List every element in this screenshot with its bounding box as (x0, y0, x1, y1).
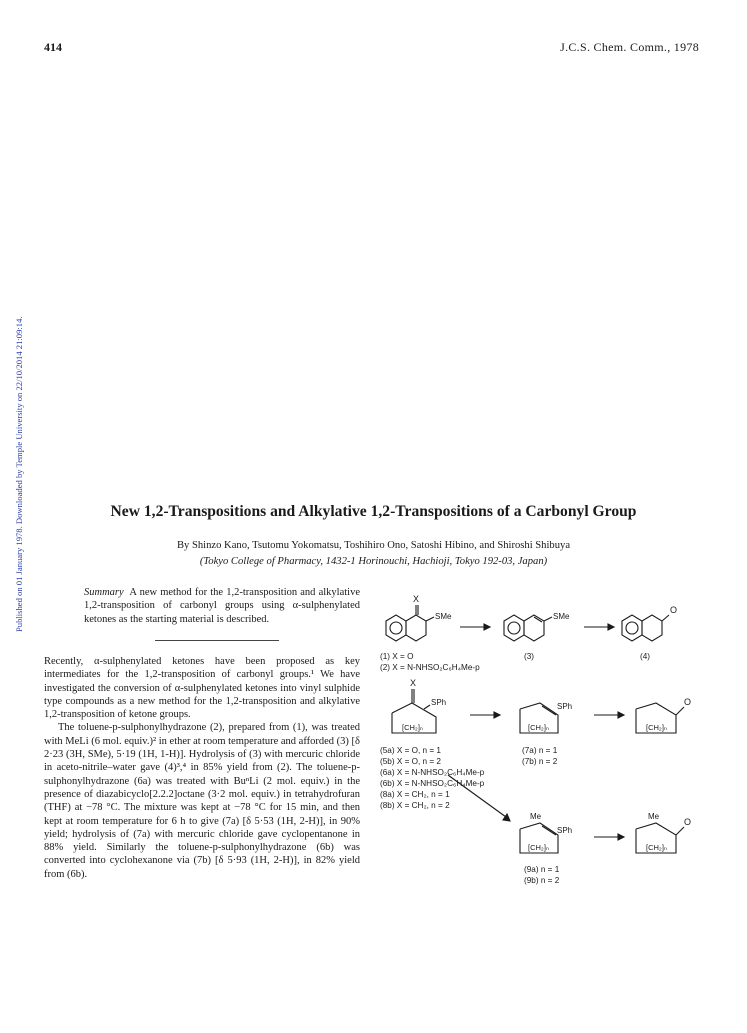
summary-block (84, 586, 360, 626)
atom-sph-5: SPh (431, 698, 447, 707)
atom-me-ketone: Me (648, 812, 660, 821)
arrow-7-ketone (594, 712, 624, 718)
download-notice-text: Published on 01 January 1978. Downloaded by Temple University on 22/10/2014 21:09:14. (14, 316, 24, 632)
atom-x-5: X (410, 678, 417, 688)
atom-o-4: O (670, 605, 678, 615)
atom-sme-1: SMe (435, 612, 452, 621)
article-body (44, 655, 360, 881)
label-6b: (6b) X = N-NHSO₂C₆H₄Me-p (380, 779, 485, 788)
article-title: New 1,2-Transpositions and Alkylative 1,2-Transpositions of a Carbonyl Group (110, 503, 637, 520)
atom-x: X (413, 594, 420, 604)
atom-sph-9: SPh (557, 826, 573, 835)
arrow-3-4 (584, 624, 614, 630)
atom-ch2n-5: [CH₂]ₙ (402, 723, 423, 732)
summary-heading: Summary (84, 587, 124, 598)
label-2: (2) X = N-NHSO₂C₆H₄Me-p (380, 663, 480, 672)
label-5b: (5b) X = O, n = 2 (380, 757, 441, 766)
author-list: By Shinzo Kano, Tsutomu Yokomatsu, Toshihiro Ono, Satoshi Hibino, and Shiroshi Shibuya (176, 540, 571, 551)
structure-1-2 (386, 605, 434, 641)
label-8a: (8a) X = CH₂, n = 1 (380, 790, 450, 799)
atom-sme-3: SMe (553, 612, 570, 621)
label-9a: (9a) n = 1 (524, 865, 560, 874)
journal-header: J.C.S. Chem. Comm., 1978 (560, 40, 699, 54)
download-notice (14, 212, 28, 632)
arrow-9-ketone (594, 834, 624, 840)
reaction-scheme (372, 585, 712, 885)
label-1: (1) X = O (380, 652, 414, 661)
atom-sph-7: SPh (557, 702, 573, 711)
affiliation: (Tokyo College of Pharmacy, 1432-1 Horinouchi, Hachioji, Tokyo 192-03, Japan) (199, 556, 548, 567)
atom-o-ketone: O (684, 697, 692, 707)
label-7b: (7b) n = 2 (522, 757, 558, 766)
structure-3 (504, 615, 552, 641)
atom-me-9: Me (530, 812, 542, 821)
label-8b: (8b) X = CH₂, n = 2 (380, 801, 450, 810)
label-7a: (7a) n = 1 (522, 746, 558, 755)
label-6a: (6a) X = N-NHSO₂C₆H₄Me-p (380, 768, 485, 777)
structure-4 (622, 615, 669, 641)
divider (155, 640, 279, 641)
arrow-6-7 (470, 712, 500, 718)
atom-ch2n-9: [CH₂]ₙ (528, 843, 549, 852)
atom-ch2n-7: [CH₂]ₙ (528, 723, 549, 732)
label-4: (4) (640, 652, 651, 661)
paragraph-2: The toluene-p-sulphonylhydrazone (2), prepared from (1), was treated with MeLi (6 mol. equiv.)² in ether at room temperature and afforded (3) [δ 2·23 (3H, SMe), 5·19 (1H, 1-H)]. Hydrolysis of (3) with mercuric chloride in aceto-nitrile–water gave (4)³,⁴ in 85% yield from (2). The toluene-p-sulphonylhydrazone (6a) was treated with BuⁿLi (2 mol. equiv.) in the presence of diazabicyclo[2.2.2]octane (3·2 mol. equiv.) in tetrahydrofuran (THF) at −78 °C. The mixture was kept at −78 °C for 15 min, and then kept at room temperature for 6 h to give (7a) [δ 5·53 (1H, 2-H)], in 90% yield; hydrolysis of (7a) with mercuric chloride gave cyclopentanone in 88% yield. Similarly the toluene-p-sulphonylhydrazone (6b) was converted into cyclohexanone via (7b) [δ 5·93 (1H, 2-H)], in 82% yield from (6b). (44, 722, 360, 880)
summary-text: A new method for the 1,2-transposition and alkylative 1,2-transposition of carbonyl groups using α-sulphenylated ketones as the starting material is described. (84, 587, 360, 625)
atom-ch2n-methyl-ketone: [CH₂]ₙ (646, 843, 667, 852)
atom-o-methyl-ketone: O (684, 817, 692, 827)
label-5a: (5a) X = O, n = 1 (380, 746, 441, 755)
page-number: 414 (44, 40, 62, 54)
label-3: (3) (524, 652, 535, 661)
atom-ch2n-ketone: [CH₂]ₙ (646, 723, 667, 732)
paragraph-1: Recently, α-sulphenylated ketones have been proposed as key intermediates for the 1,2-transposition of carbonyl groups.¹ We have investigated the conversion of α-sulphenylated ketones into vinyl sulphide type compounds as a new method for the 1,2-transposition and alkylative 1,2-transposition of ketone groups. (44, 656, 360, 721)
label-9b: (9b) n = 2 (524, 876, 560, 885)
arrow-1-3 (460, 624, 490, 630)
